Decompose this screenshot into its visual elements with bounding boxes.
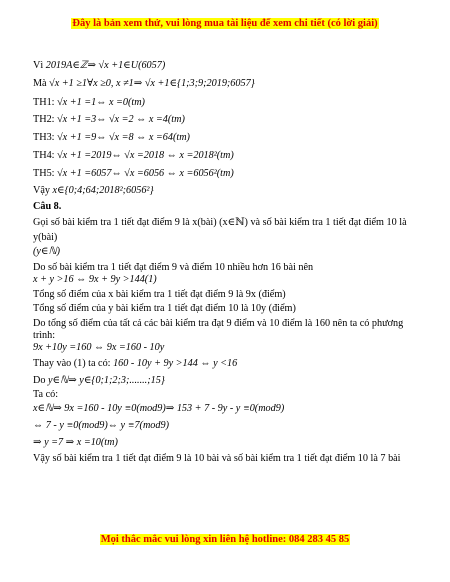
line-l15: Tổng số điểm của x bài kiểm tra 1 tiết đạt điểm 9 là 9x (điểm) xyxy=(33,289,286,300)
line-l20: Thay vào (1) ta có: 160 - 10y + 9y >144 ⇔ y <16 xyxy=(33,358,238,369)
line-l26: Vậy số bài kiểm tra 1 tiết đạt điểm 9 là 10 bài và số bài kiểm tra 1 tiết đạt điểm 10 là 7 bài xyxy=(33,453,401,464)
line-l13: Do số bài kiểm tra 1 tiết đạt điểm 9 và điểm 10 nhiều hơn 16 bài nên xyxy=(33,262,314,273)
line-l4: TH2: √x +1 =3⇔ √x =2 ⇔ x =4(tm) xyxy=(33,114,185,125)
line-l11: y(bài) xyxy=(33,232,58,243)
line-l7: TH5: √x +1 =6057⇔ √x =6056 ⇔ x =6056²(tm) xyxy=(33,168,234,179)
line-l23: x∈ℕ⇒ 9x =160 - 10y ≡0(mod9)⇒ 153 + 7 - 9y - y ≡0(mod9) xyxy=(33,403,285,414)
preview-banner-text: Đây là bản xem thử, vui lòng mua tài liệu để xem chi tiết (có lời giải) xyxy=(72,18,378,29)
line-l25: ⇒ y =7 ⇒ x =10(tm) xyxy=(33,437,118,448)
line-l6: TH4: √x +1 =2019⇔ √x =2018 ⇔ x =2018²(tm) xyxy=(33,150,234,161)
line-l16: Tổng số điểm của y bài kiểm tra 1 tiết đạt điểm 10 là 10y (điểm) xyxy=(33,303,296,314)
line-l22: Ta có: xyxy=(33,389,59,400)
line-l3: TH1: √x +1 =1⇔ x =0(tm) xyxy=(33,97,145,108)
line-l8: Vậy x∈{0;4;64;2018²;6056²} xyxy=(33,185,154,196)
hotline-banner xyxy=(0,534,450,545)
line-l24: ⇔ 7 - y ≡0(mod9)⇔ y ≡7(mod9) xyxy=(33,420,169,431)
line-l2: Mà √x +1 ≥1∀x ≥0, x ≠1⇒ √x +1∈{1;3;9;2019;6057} xyxy=(33,78,255,89)
preview-banner xyxy=(0,18,450,29)
line-l19: 9x +10y =160 ⇔ 9x =160 - 10y xyxy=(33,342,165,353)
line-l14: x + y >16 ⇔ 9x + 9y >144(1) xyxy=(33,274,157,285)
line-l5: TH3: √x +1 =9⇔ √x =8 ⇔ x =64(tm) xyxy=(33,132,190,143)
line-l12: (y∈ℕ) xyxy=(33,246,61,257)
question-heading: Câu 8. xyxy=(33,201,62,212)
line-l17: Do tổng số điểm của tất cả các bài kiểm tra đạt 9 điểm và 10 điểm là 160 nên ta có phương xyxy=(33,318,404,329)
line-l18: trình: xyxy=(33,330,56,341)
hotline-banner-text: Mọi thắc mắc vui lòng xin liên hệ hotline: 084 283 45 85 xyxy=(100,534,350,545)
line-l21: Do y∈ℕ⇒ y∈{0;1;2;3;.......;15} xyxy=(33,375,165,386)
line-l10: Gọi số bài kiểm tra 1 tiết đạt điểm 9 là x(bài) (x∈ℕ) và số bài kiểm tra 1 tiết đạt điểm 10 là xyxy=(33,217,407,228)
line-l1: Vì 2019A∈ℤ⇒ √x +1∈U(6057) xyxy=(33,60,166,71)
